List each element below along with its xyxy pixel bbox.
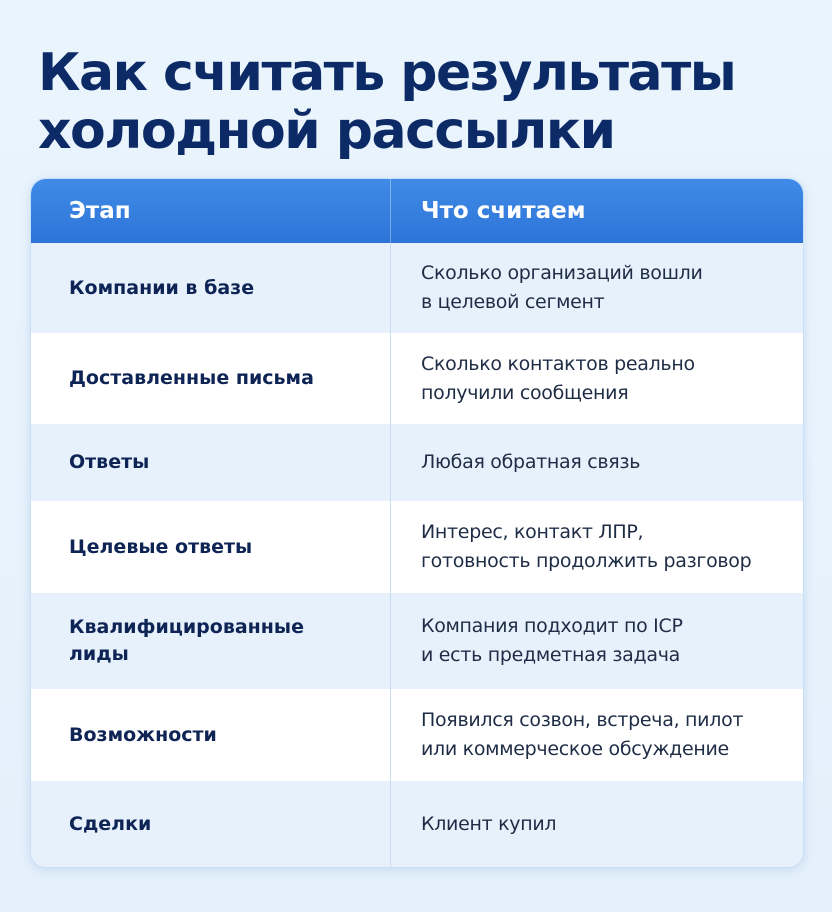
table-row: [31, 689, 803, 781]
metric-cell: Появился созвон, встреча, пилот или коммерческое обсуждение: [421, 709, 744, 760]
metric-cell: Компания подходит по ICP и есть предметная задача: [421, 615, 683, 666]
page-title-line-2: холодной рассылки: [38, 101, 615, 161]
metrics-table: [30, 178, 804, 868]
page-title: [38, 44, 798, 160]
metric-cell: Сколько организаций вошли в целевой сегмент: [421, 262, 703, 313]
stage-cell: Квалифицированные лиды: [31, 593, 391, 689]
metric-cell: Клиент купил: [421, 812, 557, 835]
stage-cell: Компании в базе: [31, 243, 391, 333]
table-row: [31, 333, 803, 424]
table-row: [31, 593, 803, 689]
table-row: [31, 243, 803, 333]
stage-cell: Доставленные письма: [31, 333, 391, 424]
stage-cell: Возможности: [31, 689, 391, 781]
table-row: [31, 781, 803, 867]
column-header-stage: Этап: [31, 179, 391, 243]
stage-cell: Сделки: [31, 781, 391, 867]
table-header: [31, 179, 803, 243]
table-row: [31, 424, 803, 501]
stage-cell: Целевые ответы: [31, 501, 391, 593]
page-title-line-1: Как считать результаты: [38, 43, 736, 103]
metric-cell: Интерес, контакт ЛПР, готовность продолжить разговор: [421, 521, 752, 572]
metric-cell: Сколько контактов реально получили сообщения: [421, 352, 695, 404]
column-header-metric: Что считаем: [421, 198, 586, 224]
table-row: [31, 501, 803, 593]
metric-cell: Любая обратная связь: [421, 451, 641, 473]
stage-cell: Ответы: [31, 424, 391, 501]
